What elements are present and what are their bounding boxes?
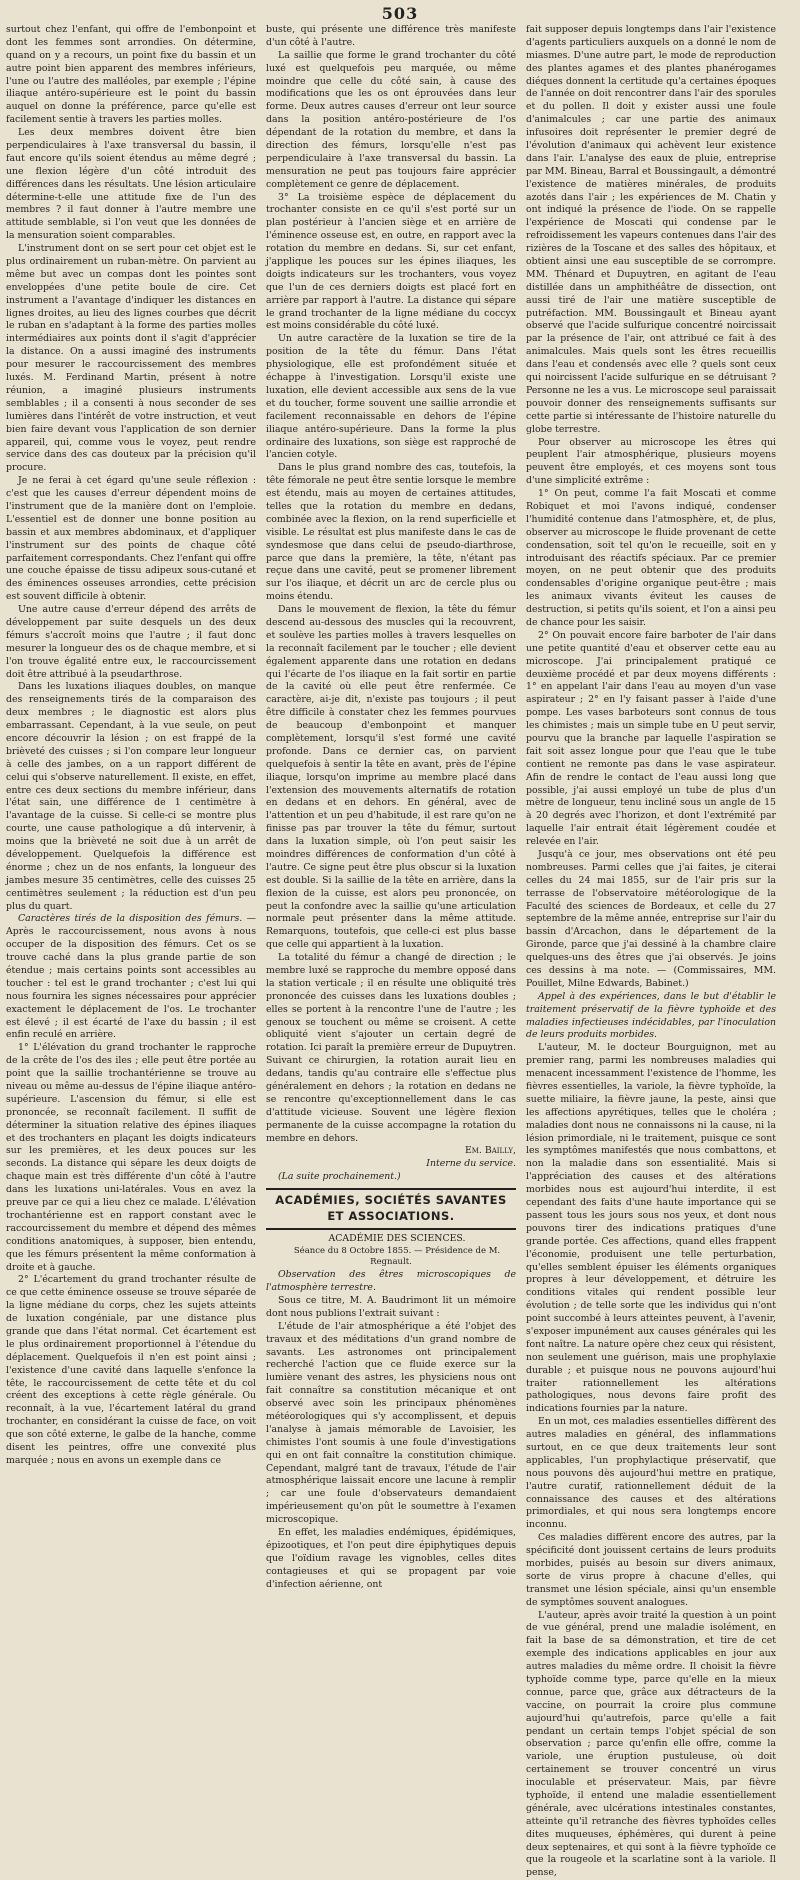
paragraph: En un mot, ces maladies essentielles diffèrent des autres maladies en général, des inflammations surtout, en ce que deux traitements leur sont applicables, l'un prophylactique préservatif, que nous pouvons dès aujourd'hui mettre en pratique, l'autre curatif, rationnellement déduit de la connaissance des causes et des altérations primordiales, et qui nous sera longtemps encore inconnu. [526, 1416, 776, 1531]
paragraph: surtout chez l'enfant, qui offre de l'embonpoint et dont les femmes sont arrondies. On détermine, quand on y a recours, un point fixe du bassin et un autre point bien apparent des membres inférieurs, l'une ou l'autre des malléoles, par exemple ; l'épine iliaque antéro-supérieure est le point du bassin auquel on donne la préférence, parce qu'elle est facilement sentie à travers les parties molles. [6, 24, 256, 126]
paragraph: Une autre cause d'erreur dépend des arrêts de développement par suite desquels un des deux fémurs s'accroît moins que l'autre ; il faut donc mesurer la longueur des os de chaque membre, et si l'on trouve égalité entre eux, le raccourcissement doit être attribué à la pseudarthrose. [6, 604, 256, 680]
paragraph: Jusqu'à ce jour, mes observations ont été peu nombreuses. Parmi celles que j'ai faites, je citerai celles du 24 mai 1855, sur de l'air pris sur la terrasse de l'observatoire météorologique de la Faculté des sciences de Bordeaux, et celle du 27 septembre de la même année, entreprise sur l'air du bassin d'Arcachon, dans le département de la Gironde, parce que j'ai dessiné à la chambre claire quelques-uns des êtres que j'ai observés. Je joins ces dessins à ma note. — (Commissaires, MM. Pouillet, Milne Edwards, Babinet.) [526, 849, 776, 989]
paragraph: 2° On pouvait encore faire barboter de l'air dans une petite quantité d'eau et observer cette eau au microscope. J'ai principalement pratiqué ce deuxième procédé et par deux moyens différents : 1° en appelant l'air dans l'eau au moyen d'un vase aspirateur ; 2° en l'y faisant passer à l'aide d'une pompe. Les vases barboteurs sont connus de tous les chimistes ; mais un simple tube en U peut servir, pourvu que la branche par laquelle l'aspiration se fait soit assez longue pour que l'eau que le tube contient ne remonte pas dans le vase aspirateur. Afin de rendre le contact de l'eau aussi long que possible, j'ai aussi employé un tube de plus d'un mètre de longueur, tenu incliné sous un angle de 15 à 20 degrés avec l'horizon, et dont l'extrémité par laquelle l'air entrait était légèrement coudée et relevée en l'air. [526, 629, 776, 848]
paragraph: La saillie que forme le grand trochanter du côté luxé est quelquefois peu marquée, ou même moindre que celle du côté sain, à cause des modifications que les os ont éprouvées dans leur forme. Deux autres causes d'erreur ont leur source dans la position antéro-postérieure de l'os dépendant de la rotation du membre, et dans la direction des fémurs, lorsqu'elle n'est pas perpendiculaire à l'axe transversal du bassin. La mensuration ne peut pas toujours faire apprécier complètement ce genre de déplacement. [266, 49, 516, 190]
paragraph: L'auteur, après avoir traité la question à un point de vue général, prend une maladie isolément, en fait la base de sa démonstration, et tire de cet exemple des indications applicables en jour aux autres maladies du même ordre. Il choisit la fièvre typhoïde comme type, parce qu'elle en la mieux connue, parce que, grâce aux détracteurs de la vaccine, on pourrait la croire plus commune aujourd'hui qu'autrefois, parce qu'elle a fait pendant un certain temps l'objet spécial de son observation ; parce qu'enfin elle offre, comme la variole, une éruption pustuleuse, où doit certainement se trouver concentré un virus inoculable et préservateur. Mais, par fièvre typhoïde, il entend une maladie essentiellement générale, avec ulcérations intestinales constantes, atteinte qu'il retranche des fièvres typhoïdes celles dites muqueuses, éphémères, qui durent à peine deux septenaires, et qui sont à la fièvre typhoïde ce que la rougeole et la scarlatine sont à la variole. Il pense, [526, 1609, 776, 1879]
column-1 [6, 24, 256, 1466]
continuation-note: (La suite prochainement.) [278, 1171, 401, 1183]
paragraph: Dans le plus grand nombre des cas, toutefois, la tête fémorale ne peut être sentie lorsque le membre est étendu, mais au moyen de certaines attitudes, telles que la rotation du membre en dedans, combinée avec la flexion, on la rend superficielle et visible. Le résultat est plus manifeste dans le cas de syndesmose que dans celui de pseudo-diarthrose, parce que dans la première, la tête, n'étant pas reçue dans une cavité, peut se promener librement sur l'os iliaque, et décrit un arc de cercle plus ou moins étendu. [266, 462, 516, 603]
paragraph: Sous ce titre, M. A. Baudrimont lit un mémoire dont nous publions l'extrait suivant : [266, 1294, 516, 1319]
paragraph: fait supposer depuis longtemps dans l'air l'existence d'agents particuliers auxquels on a donné le nom de miasmes. D'une autre part, le mode de reproduction des plantes agames et des plantes phanérogames diéques donnent la certitude qu'a certaines époques de l'année on doit rencontrer dans l'air des sporules et du pollen. Il doit y exister aussi une foule d'animalcules ; car une partie des animaux infusoires doit représenter le premier degré de l'évolution d'animaux qui achèvent leur existence dans l'air. L'analyse des eaux de pluie, entreprise par MM. Bineau, Barral et Boussingault, a démontré l'existence de matières minérales, de produits azotés dans l'air ; les expériences de M. Chatin y ont indiqué la présence de l'iode. On se rappelle l'expérience de Moscati qui condense par le refroidissement les vapeurs contenues dans l'air des rizières de la Toscane et des salles des hôpitaux, et obtient ainsi une eau susceptible de se corrompre. MM. Thénard et Dupuytren, en agitant de l'eau distillée dans un amphithéâtre de dissection, ont aussi tiré de l'air une matière susceptible de putréfaction. MM. Boussingault et Bineau ayant observé que l'acide sulfurique concentré noircissait par la présence de l'air, ont attribué ce fait à des animalcules. Mais quels sont les êtres recueillis dans l'eau et condensés avec elle ? quels sont ceux qui noircissent l'acide sulfurique en se détruisant ? Personne ne les a vus. Le microscope seul paraissait pouvoir donner des renseignements suffisants sur cette partie si intéressante de l'histoire naturelle du globe terrestre. [526, 24, 776, 435]
article-heading: Appel à des expériences, dans le but d'établir le traitement préservatif de la fièvre typhoïde et des maladies infectieuses indécidables, par l'inoculation de leurs produits morbides. [526, 990, 776, 1041]
paragraph: 2° L'écartement du grand trochanter résulte de ce que cette éminence osseuse se trouve séparée de la ligne médiane du corps, chez les sujets atteints de luxation congéniale, par une distance plus grande que dans l'état normal. Cet écartement est le plus ordinairement proportionnel à l'étendue du déplacement. Quelquefois il n'en est point ainsi ; l'existence d'une cavité dans laquelle s'enfonce la tête, le raccourcissement de cette tête et du col créent des exceptions à cette règle générale. Ou reconnaît, à la vue, l'écartement latéral du grand trochanter, en considérant la cuisse de face, on voit que son côté externe, le galbe de la hanche, comme disent les peintres, offre une convexité plus marquée ; nous en avons un exemple dans ce [6, 1274, 256, 1466]
paragraph: Pour observer au microscope les êtres qui peuplent l'air atmosphérique, plusieurs moyens peuvent être employés, et ces moyens sont tous d'une simplicité extrême : [526, 436, 776, 487]
page-number: 503 [381, 4, 419, 23]
column-2 [266, 24, 516, 1590]
paragraph: En effet, les maladies endémiques, épidémiques, épizootiques, et l'on peut dire épiphytiques depuis que l'oïdium ravage les vignobles, celles dites contagieuses et qui se propagent par voie d'infection aérienne, ont [266, 1527, 516, 1590]
column-3 [526, 24, 776, 1879]
columns [6, 24, 776, 1879]
paragraph: Les deux membres doivent être bien perpendiculaires à l'axe transversal du bassin, il faut encore qu'ils soient étendus au même degré ; une flexion légère d'un côté introduit des différences dans les résultats. Une lésion articulaire détermine-t-elle une attitude fixe de l'un des membres ? il faut donner à l'autre membre une attitude semblable, si l'on veut que les données de la mensuration soient comparables. [6, 127, 256, 242]
paragraph: 3° La troisième espèce de déplacement du trochanter consiste en ce qu'il s'est porté sur un plan postérieur à l'ancien siège et en arrière de l'éminence osseuse est, en outre, en rapport avec la rotation du membre en dedans. Si, sur cet enfant, j'applique les pouces sur les épines iliaques, les doigts indicateurs sur les trochanters, vous voyez que l'un de ces derniers doigts est placé fort en arrière par rapport à l'autre. La distance qui sépare le grand trochanter de la ligne médiane du coccyx est moins considérable du côté luxé. [266, 191, 516, 332]
academy-name: ACADÉMIE DES SCIENCES. [328, 1232, 466, 1244]
paragraph: 1° L'élévation du grand trochanter le rapproche de la crête de l'os des iles ; elle peut être portée au point que la saillie trochantérienne se trouve au niveau ou même au-dessus de l'épine iliaque antéro-supérieure. L'ascension du fémur, si elle est prononcée, se reconnaît facilement. Il suffit de déterminer la situation relative des épines iliaques et des trochanters en plaçant les doigts indicateurs sur les premières, et les deux pouces sur les seconds. La distance qui sépare les deux doigts de chaque main est très différente d'un côté à l'autre dans les luxations uni-latérales. Vous en avez la preuve par ce qui a lieu chez ce malade. L'élévation trochantérienne est en rapport constant avec le raccourcissement du membre et dépend des mêmes conditions anatomiques, à supposer, bien entendu, que les fémurs présentent la même conformation à droite et à gauche. [6, 1042, 256, 1273]
paragraph: L'auteur, M. le docteur Bourguignon, met au premier rang, parmi les nombreuses maladies qui menacent incessamment l'existence de l'homme, les fièvres essentielles, la variole, la fièvre typhoïde, la suette miliaire, la fièvre jaune, la peste, ainsi que les affections apyrétiques, telles que le choléra ; maladies dont nous ne connaissons ni la cause, ni la lésion primordiale, ni le traitement, puisque ce sont les symptômes manifestés que nous combattons, et non la maladie dans son essentialité. Mais si l'appréciation des causes et des altérations morbides nous est aujourd'hui interdite, il est cependant des faits d'une haute importance qui se passent tous les jours sous nos yeux, et dont nous pouvons tirer des indications pratiques d'une grande portée. Ces affections, quand elles frappent l'économie, produisent une telle perturbation, qu'elles semblent épuiser les éléments organiques propres à leur développement, et détruire les conditions vitales qui rendent possible leur évolution ; de telle sorte que les individus qui n'ont point succombé à leurs atteintes peuvent, à l'avenir, s'exposer impunément aux causes générales qui les font naître. La nature opère chez ceux qui résistent, non seulement une guérison, mais une prophylaxie durable ; et puisque nous ne pouvons aujourd'hui traiter rationnellement les altérations pathologiques, nous devons faire profit des indications fournies par la nature. [526, 1042, 776, 1415]
session-line: Séance du 8 Octobre 1855. — Présidence de M. Regnault. [293, 1245, 501, 1268]
paragraph-text: — Après le raccourcissement, nous avons à nous occuper de la disposition des fémurs. Cet os se trouve caché dans la plus grande partie de son étendue ; mais certains points sont accessibles au toucher : tel est le grand trochanter ; c'est lui qui nous fournira les signes nécessaires pour apprécier exactement le déplacement de l'os. Le trochanter est élevé ; il est écarté de l'axe du bassin ; il est enfin reculé en arrière. [6, 913, 256, 1041]
paragraph: La totalité du fémur a changé de direction ; le membre luxé se rapproche du membre opposé dans la station verticale ; il en résulte une obliquité très prononcée des cuisses dans les luxations doubles ; elles se portent à la rencontre l'une de l'autre ; les genoux se touchent ou même se croisent. A cette obliquité vient s'ajouter un certain degré de rotation. Ici paraît la première erreur de Dupuytren. Suivant ce chirurgien, la rotation aurait lieu en dedans, tandis qu'au contraire elle s'effectue plus généralement en dehors ; la rotation en dedans ne se rencontre qu'exceptionnellement dans le cas d'attitude vicieuse. Souvent une légère flexion permanente de la cuisse accompagne la rotation du membre en dehors. [266, 952, 516, 1144]
paragraph: Dans le mouvement de flexion, la tête du fémur descend au-dessous des muscles qui la recouvrent, et soulève les parties molles à travers lesquelles on la reconnaît facilement par le toucher ; elle devient également apparente dans une rotation en dedans qui l'écarte de l'os iliaque en la fait sortir en partie de la cavité où elle peut être renfermée. Ce caractère, ai-je dit, n'existe pas toujours ; il peut être difficile à constater chez les femmes pourvues de beaucoup d'embonpoint et manquer complètement, lorsqu'il s'est formé une cavité profonde. Dans ce dernier cas, on parvient quelquefois à sentir la tête en avant, près de l'épine iliaque, lorsqu'on imprime au membre placé dans l'extension des mouvements alternatifs de rotation en dedans et en dehors. En général, avec de l'attention et un peu d'habitude, il est rare qu'on ne finisse pas par trouver la tête du fémur, surtout dans la luxation simple, où l'on peut saisir les moindres différences de conformation d'un côté à l'autre. Ce signe peut être plus obscur si la luxation est double. Si la saillie de la tête en arrière, dans la flexion de la cuisse, est alors peu prononcée, on peut la confondre avec la saillie qu'une articulation normale peut présenter dans la même attitude. Remarquons, toutefois, que celle-ci est plus basse que celle qui appartient à la luxation. [266, 604, 516, 951]
paragraph: Dans les luxations iliaques doubles, on manque des renseignements tirés de la comparaison des deux membres ; le diagnostic est alors plus embarrassant. Cependant, à la vue seule, on peut encore découvrir la lésion ; on est frappé de la brièveté des cuisses ; si l'on compare leur longueur à celle des jambes, on a un rapport différent de celui qui s'observe naturellement. Il existe, en effet, entre ces deux sections du membre inférieur, dans l'état sain, une différence de 1 centimètre à l'avantage de la cuisse. Si celle-ci se montre plus courte, une cause pathologique a dû intervenir, à moins que la brièveté ne soit due à un arrêt de développement. Quelquefois la différence est énorme ; chez un de nos enfants, la longueur des jambes mesure 35 centimètres, celle des cuisses 25 centimètres seulement ; la réduction est d'un peu plus du quart. [6, 681, 256, 912]
author-signature: Em. Bailly, [464, 1145, 516, 1157]
paragraph: buste, qui présente une différence très manifeste d'un côté à l'autre. [266, 24, 516, 48]
paragraph: 1° On peut, comme l'a fait Moscati et comme Robiquet et moi l'avons indiqué, condenser l'humidité contenue dans l'atmosphère, et, de plus, observer au microscope le fluide provenant de cette condensation, soit tel qu'on le recueille, soit en y introduisant des réactifs spéciaux. Par ce premier moyen, on ne peut obtenir que des produits condensables d'origine organique peut-être ; mais les animaux vivants éviteut les causes de destruction, si petits qu'ils soient, et l'on a ainsi peu de chance pour les saisir. [526, 488, 776, 628]
paragraph: Un autre caractère de la luxation se tire de la position de la tête du fémur. Dans l'état physiologique, elle est profondément située et échappe à l'investigation. Lorsqu'il existe une luxation, elle devient accessible aux sens de la vue et du toucher, forme souvent une saillie arrondie et facilement reconnaissable en dehors de l'épine iliaque antéro-supérieure. Dans la forme la plus ordinaire des luxations, son siège est rapproché de l'ancien cotyle. [266, 333, 516, 461]
section-title: ACADÉMIES, SOCIÉTÉS SAVANTES ET ASSOCIATIONS. [266, 1188, 516, 1230]
paragraph: Je ne ferai à cet égard qu'une seule réflexion : c'est que les causes d'erreur dépendent moins de l'instrument que de la manière dont on l'emploie. L'essentiel est de donner une bonne position au bassin et aux membres abdominaux, et d'appliquer l'instrument sur des points de chaque côté parfaitement correspondants. Chez l'enfant qui offre une couche épaisse de tissu adipeux sous-cutané et des éminences osseuses arrondies, cette précision est souvent difficile à obtenir. [6, 475, 256, 603]
article-heading: Observation des êtres microscopiques de l'atmosphère terrestre. [266, 1269, 516, 1294]
section-heading: Caractères tirés de la disposition des fémurs. [18, 913, 243, 925]
paragraph: Ces maladies diffèrent encore des autres, par la spécificité dont jouissent certains de leurs produits morbides, puisés au besoin sur divers animaux, sorte de virus propre à chacune d'elles, qui transmet une lésion spéciale, ainsi qu'un ensemble de symptômes souvent analogues. [526, 1532, 776, 1608]
author-role: Interne du service. [426, 1158, 516, 1170]
paragraph: L'étude de l'air atmosphérique a été l'objet des travaux et des méditations d'un grand nombre de savants. Les astronomes ont principalement recherché l'action que ce fluide exerce sur la lumière venant des astres, les physiciens nous ont fait connaître sa constitution mécanique et ont observé avec soin les principaux phénomènes météorologiques qui s'y accomplissent, et depuis l'analyse à jamais mémorable de Lavoisier, les chimistes l'ont soumis à une foule d'investigations qui en ont fait connaître la constitution chimique. Cependant, malgré tant de travaux, l'étude de l'air atmosphérique laissait encore une lacune à remplir ; car une foule d'observateurs demandaient impérieusement qu'on pût le soumettre à l'examen microscopique. [266, 1320, 516, 1526]
section-paragraph [6, 913, 256, 1042]
paragraph: L'instrument dont on se sert pour cet objet est le plus ordinairement un ruban-mètre. On parvient au même but avec un compas dont les pointes sont enveloppées d'une petite boule de cire. Cet instrument a l'avantage d'indiquer les distances en lignes droites, au lieu des lignes courbes que décrit le ruban en s'adaptant à la forme des parties molles intermédiaires aux points dont il s'agit d'apprécier la distance. On a aussi imaginé des instruments pour mesurer le raccourcissement des membres luxés. M. Ferdinand Martin, présent à notre réunion, a imaginé plusieurs instruments semblables ; il a consenti à nous seconder de ses lumières dans l'intérêt de votre instruction, et veut bien faire devant vous l'application de son dernier appareil, qui, comme vous le voyez, peut rendre service dans des cas douteux par la précision qu'il procure. [6, 243, 256, 474]
